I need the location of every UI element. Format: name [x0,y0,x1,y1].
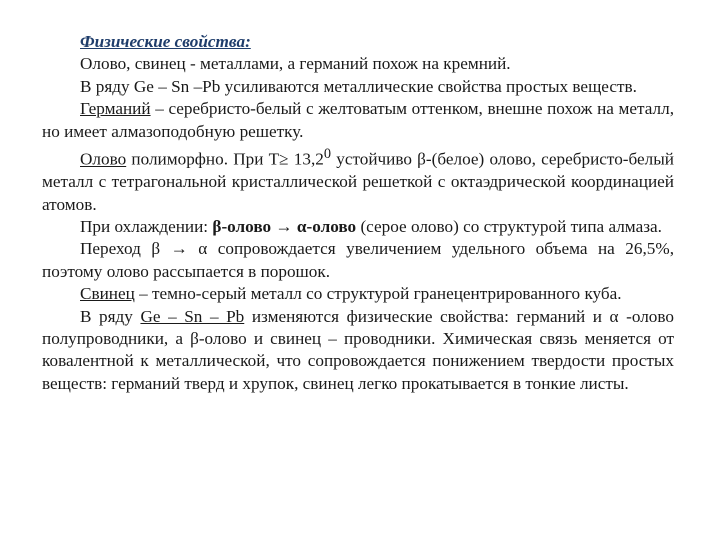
paragraph-lead [42,283,674,305]
germanium-description: – серебристо-белый с желтоватым оттенком, внешне похож на металл, но имеет алмазоподобную решетку. [42,99,674,141]
term-germanium: Германий [80,99,151,119]
tin-temperature: 13,2 [288,149,324,169]
properties-text-b: изменяются физические свойства: германий и α -олово полупроводники, а β-олово и свинец – проводники. Химическая связь меняется от ковалентной к металлической, что сопровождается понижением твердости простых веществ: германий тверд и хрупок, свинец легко прокатывается в тонкие листы. [42,306,674,393]
beta-alpha-transition: β-олово → α-олово [212,216,357,236]
term-tin: Олово [80,149,127,169]
paragraph-germanium [42,98,674,143]
paragraph-intro: Олово, свинец - металлами, а германий похож на кремний. [80,54,511,74]
paragraph-tin [42,143,674,216]
paragraph-series: В ряду Ge – Sn –Pb усиливаются металлические свойства простых веществ. [80,76,637,96]
text-body [42,31,674,395]
term-lead: Свинец [80,284,135,304]
temperature-degree: 0 [323,146,332,163]
cooling-text-b: (серое олово) со структурой типа алмаза. [356,216,662,236]
cooling-text-a: При охлаждении: [80,216,213,236]
section-heading: Физические свойства: [80,32,251,51]
paragraph-properties [42,306,674,396]
properties-text-a: В ряду [80,306,141,326]
element-series: Ge – Sn – Pb [140,306,245,326]
lead-description: – темно-серый металл со структурой гранецентрированного куба. [134,284,622,304]
tin-text-c: устойчиво β-(белое) олово, серебристо-белый металл с тетрагональной кристаллической решеткой с октаэдрической координацией атомов. [42,149,674,214]
paragraph-cooling [42,216,674,238]
paragraph-transition: Переход β → α сопровождается увеличением удельного объема на 26,5%, поэтому олово рассыпается в порошок. [42,239,674,281]
tin-text-a: полиморфно. При T [126,149,280,169]
greater-equal-sign: ≥ [279,149,289,169]
